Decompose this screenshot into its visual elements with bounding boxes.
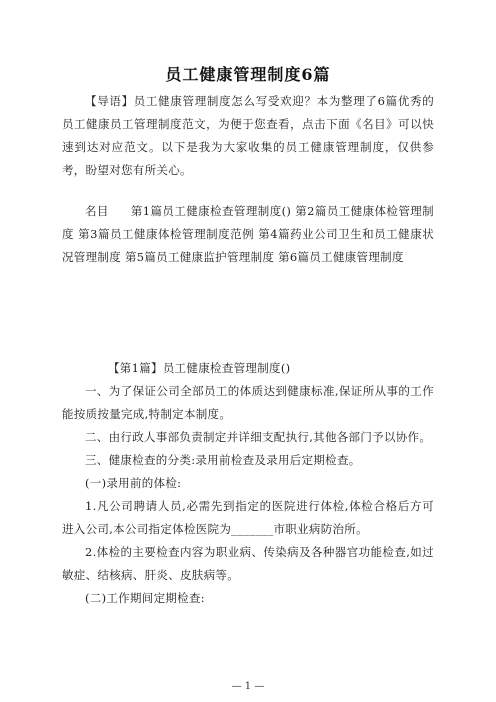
paragraph-5: 1.凡公司聘请人员,必需先到指定的医院进行体检,体检合格后方可进入公司,本公司指定体检医院为_______市职业病防治所。 bbox=[62, 499, 434, 536]
paragraph-3: 三、健康检查的分类:录用前检查及录用后定期检查。 bbox=[85, 453, 361, 467]
document-title: 员工健康管理制度6篇 bbox=[165, 65, 331, 84]
paragraph-1: 一、为了保证公司全部员工的体质达到健康标准,保证所从事的工作能按质按量完成,特制定本制度。 bbox=[62, 384, 434, 421]
toc-label: 名目 bbox=[85, 204, 109, 218]
paragraph-7: (二)工作期间定期检查: bbox=[85, 591, 205, 605]
intro-paragraph: 【导语】员工健康管理制度怎么写受欢迎？本为整理了6篇优秀的员工健康员工管理制度范文，为便于您查看，点击下面《名目》可以快速到达对应范文。以下是我为大家收集的员工健康管理制度，仅供参考，盼望对您有所关心。 bbox=[62, 94, 434, 177]
table-of-contents bbox=[62, 200, 434, 269]
toc-items: 第1篇员工健康检查管理制度() 第2篇员工健康体检管理制度 第3篇员工健康体检管理制度范例 第4篇药业公司卫生和员工健康状况管理制度 第5篇员工健康监护管理制度 第6篇员工健康管理制度 bbox=[62, 204, 434, 264]
paragraph-6: 2.体检的主要检查内容为职业病、传染病及各种器官功能检查,如过敏症、结核病、肝炎、皮肤病等。 bbox=[62, 545, 434, 582]
page-number: — 1 — bbox=[231, 681, 265, 692]
paragraph-2: 二、由行政人事部负责制定并详细支配执行,其他各部门予以协作。 bbox=[85, 430, 432, 444]
section-heading: 【第1篇】员工健康检查管理制度() bbox=[108, 361, 291, 375]
paragraph-4: (一)录用前的体检: bbox=[85, 476, 182, 490]
